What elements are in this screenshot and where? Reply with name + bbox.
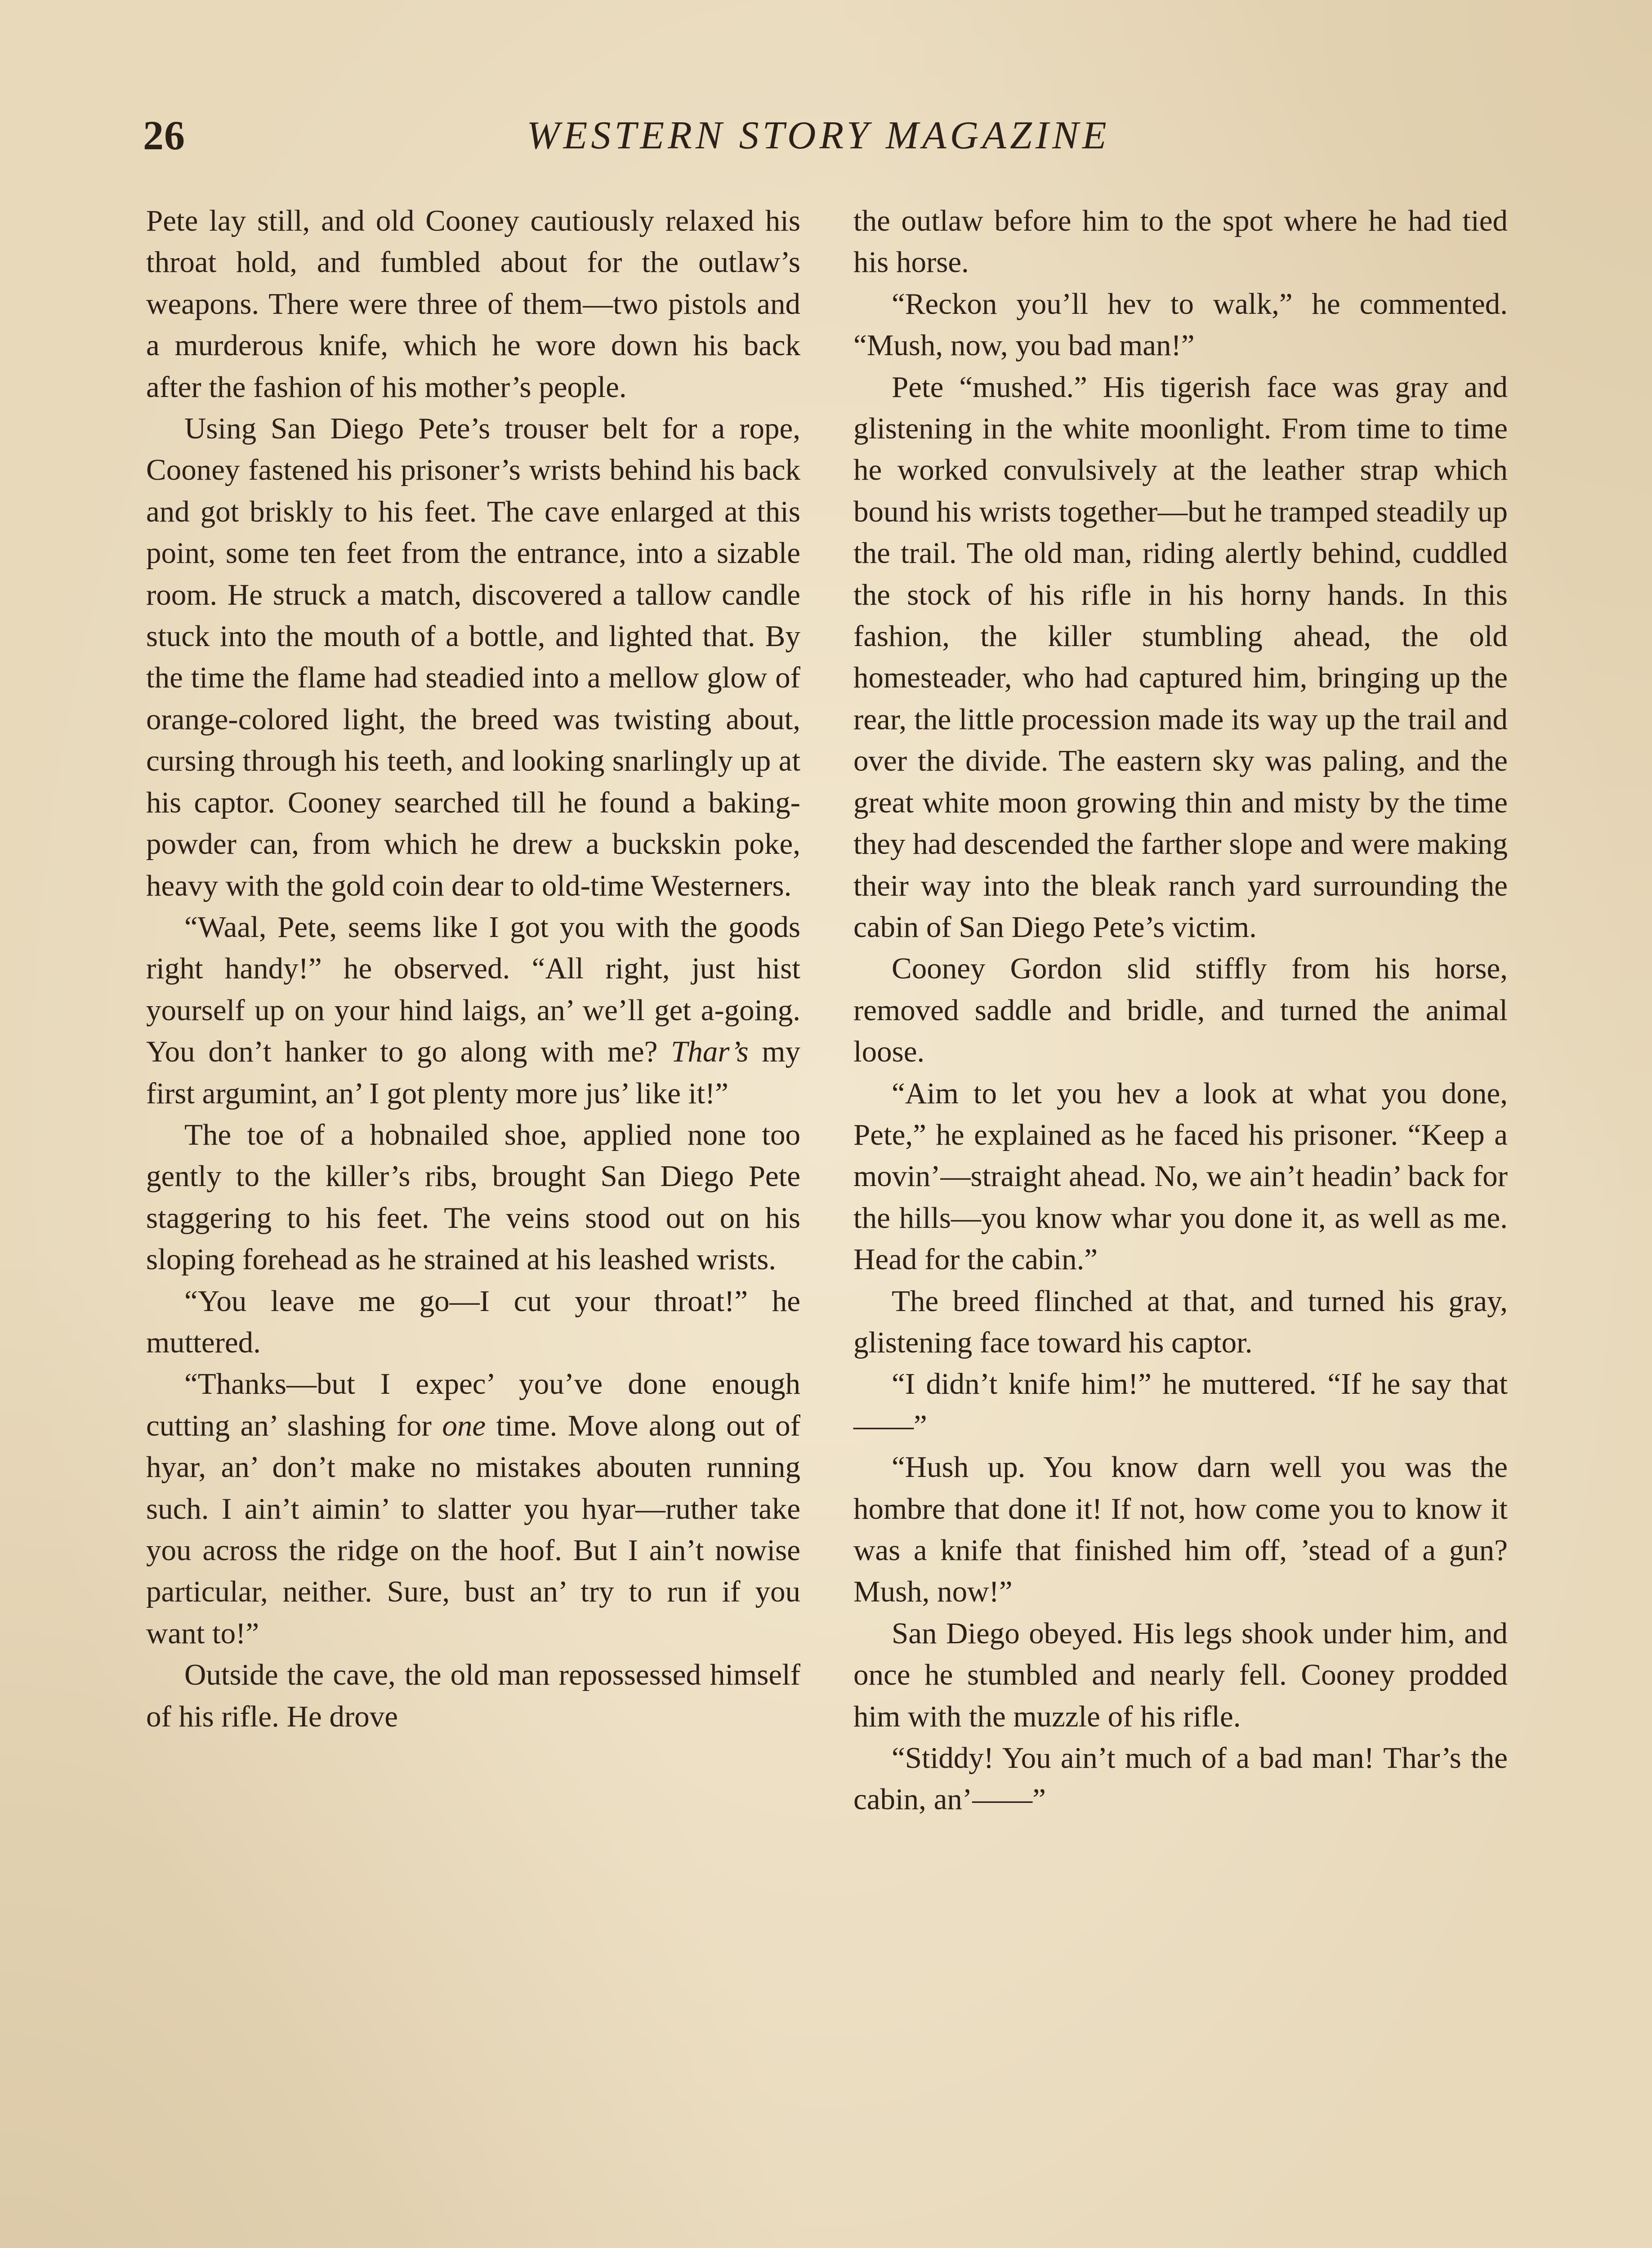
paragraph: “Aim to let you hev a look at what you done, Pete,” he explained as he faced his prisoner. “Keep a movin’—straight ahead. No, we ain’t headin’ back for the hills—you know whar you done it, as well as me. Head for the cabin.” (853, 1076, 1508, 1276)
paragraph: “Hush up. You know darn well you was the hombre that done it! If not, how come you to know it was a knife that finished him off, ’stead of a gun? Mush, now!” (853, 1450, 1508, 1609)
paragraph: Pete “mushed.” His tigerish face was gray and glistening in the white moonlight. From time to time he worked convulsively at the leather strap which bound his wrists together—but he tramped steadily up the trail. The old man, riding alertly behind, cuddled the stock of his rifle in his horny hands. In this fashion, the killer stumbling ahead, the old homesteader, who had captured him, bringing up the rear, the little procession made its way up the trail and over the divide. The eastern sky was paling, and the great white moon growing thin and misty by the time they had descended the farther slope and were making their way into the bleak ranch yard surrounding the cabin of San Diego Pete’s victim. (853, 370, 1508, 944)
paragraph: Outside the cave, the old man repossessed himself of his rifle. He drove (146, 1658, 800, 1733)
paragraph: “You leave me go—I cut your throat!” he muttered. (146, 1284, 800, 1359)
paragraph: the outlaw before him to the spot where he had tied his horse. (853, 204, 1508, 279)
paragraph: Cooney Gordon slid stiffly from his horse, removed saddle and bridle, and turned the animal loose. (853, 952, 1508, 1069)
left-text-column (146, 200, 800, 1737)
paragraph: “Reckon you’ll hev to walk,” he commented. “Mush, now, you bad man!” (853, 287, 1508, 362)
paragraph: Using San Diego Pete’s trouser belt for a rope, Cooney fastened his prisoner’s wrists behind his back and got briskly to his feet. The cave enlarged at this point, some ten feet from the entrance, into a sizable room. He struck a match, discovered a tallow candle stuck into the mouth of a bottle, and lighted that. By the time the flame had steadied into a mellow glow of orange-colored light, the breed was twisting about, cursing through his teeth, and looking snarlingly up at his captor. Cooney searched till he found a baking-powder can, from which he drew a buckskin poke, heavy with the gold coin dear to old-time Westerners. (146, 412, 800, 902)
right-text-column (853, 200, 1508, 1820)
paragraph: “I didn’t knife him!” he muttered. “If he say that——” (853, 1367, 1508, 1442)
paragraph: “Stiddy! You ain’t much of a bad man! Thar’s the cabin, an’——” (853, 1741, 1508, 1816)
paragraph: San Diego obeyed. His legs shook under him, and once he stumbled and nearly fell. Cooney prodded him with the muzzle of his rifle. (853, 1616, 1508, 1733)
paragraph: The breed flinched at that, and turned his gray, glistening face toward his captor. (853, 1284, 1508, 1359)
paragraph: “Waal, Pete, seems like I got you with the goods right handy!” he observed. “All right, just hist yourself up on your hind laigs, an’ we’ll get a-going. You don’t hanker to go along with me? Thar’s my first argumint, an’ I got plenty more jus’ like it!” (146, 910, 800, 1110)
running-head: WESTERN STORY MAGAZINE (527, 114, 1110, 157)
paragraph: The toe of a hobnailed shoe, applied none too gently to the killer’s ribs, brought San Diego Pete staggering to his feet. The veins stood out on his sloping forehead as he strained at his leashed wrists. (146, 1118, 800, 1276)
paragraph: “Thanks—but I expec’ you’ve done enough cutting an’ slashing for one time. Move along out of hyar, an’ don’t make no mistakes abouten running such. I ain’t aimin’ to slatter you hyar—ruther take you across the ridge on the hoof. But I ain’t nowise particular, neither. Sure, bust an’ try to run if you want to!” (146, 1367, 800, 1650)
paragraph: Pete lay still, and old Cooney cautiously relaxed his throat hold, and fumbled about for the outlaw’s weapons. There were three of them—two pistols and a murderous knife, which he wore down his back after the fashion of his mother’s people. (146, 204, 800, 404)
page-number: 26 (143, 112, 185, 158)
